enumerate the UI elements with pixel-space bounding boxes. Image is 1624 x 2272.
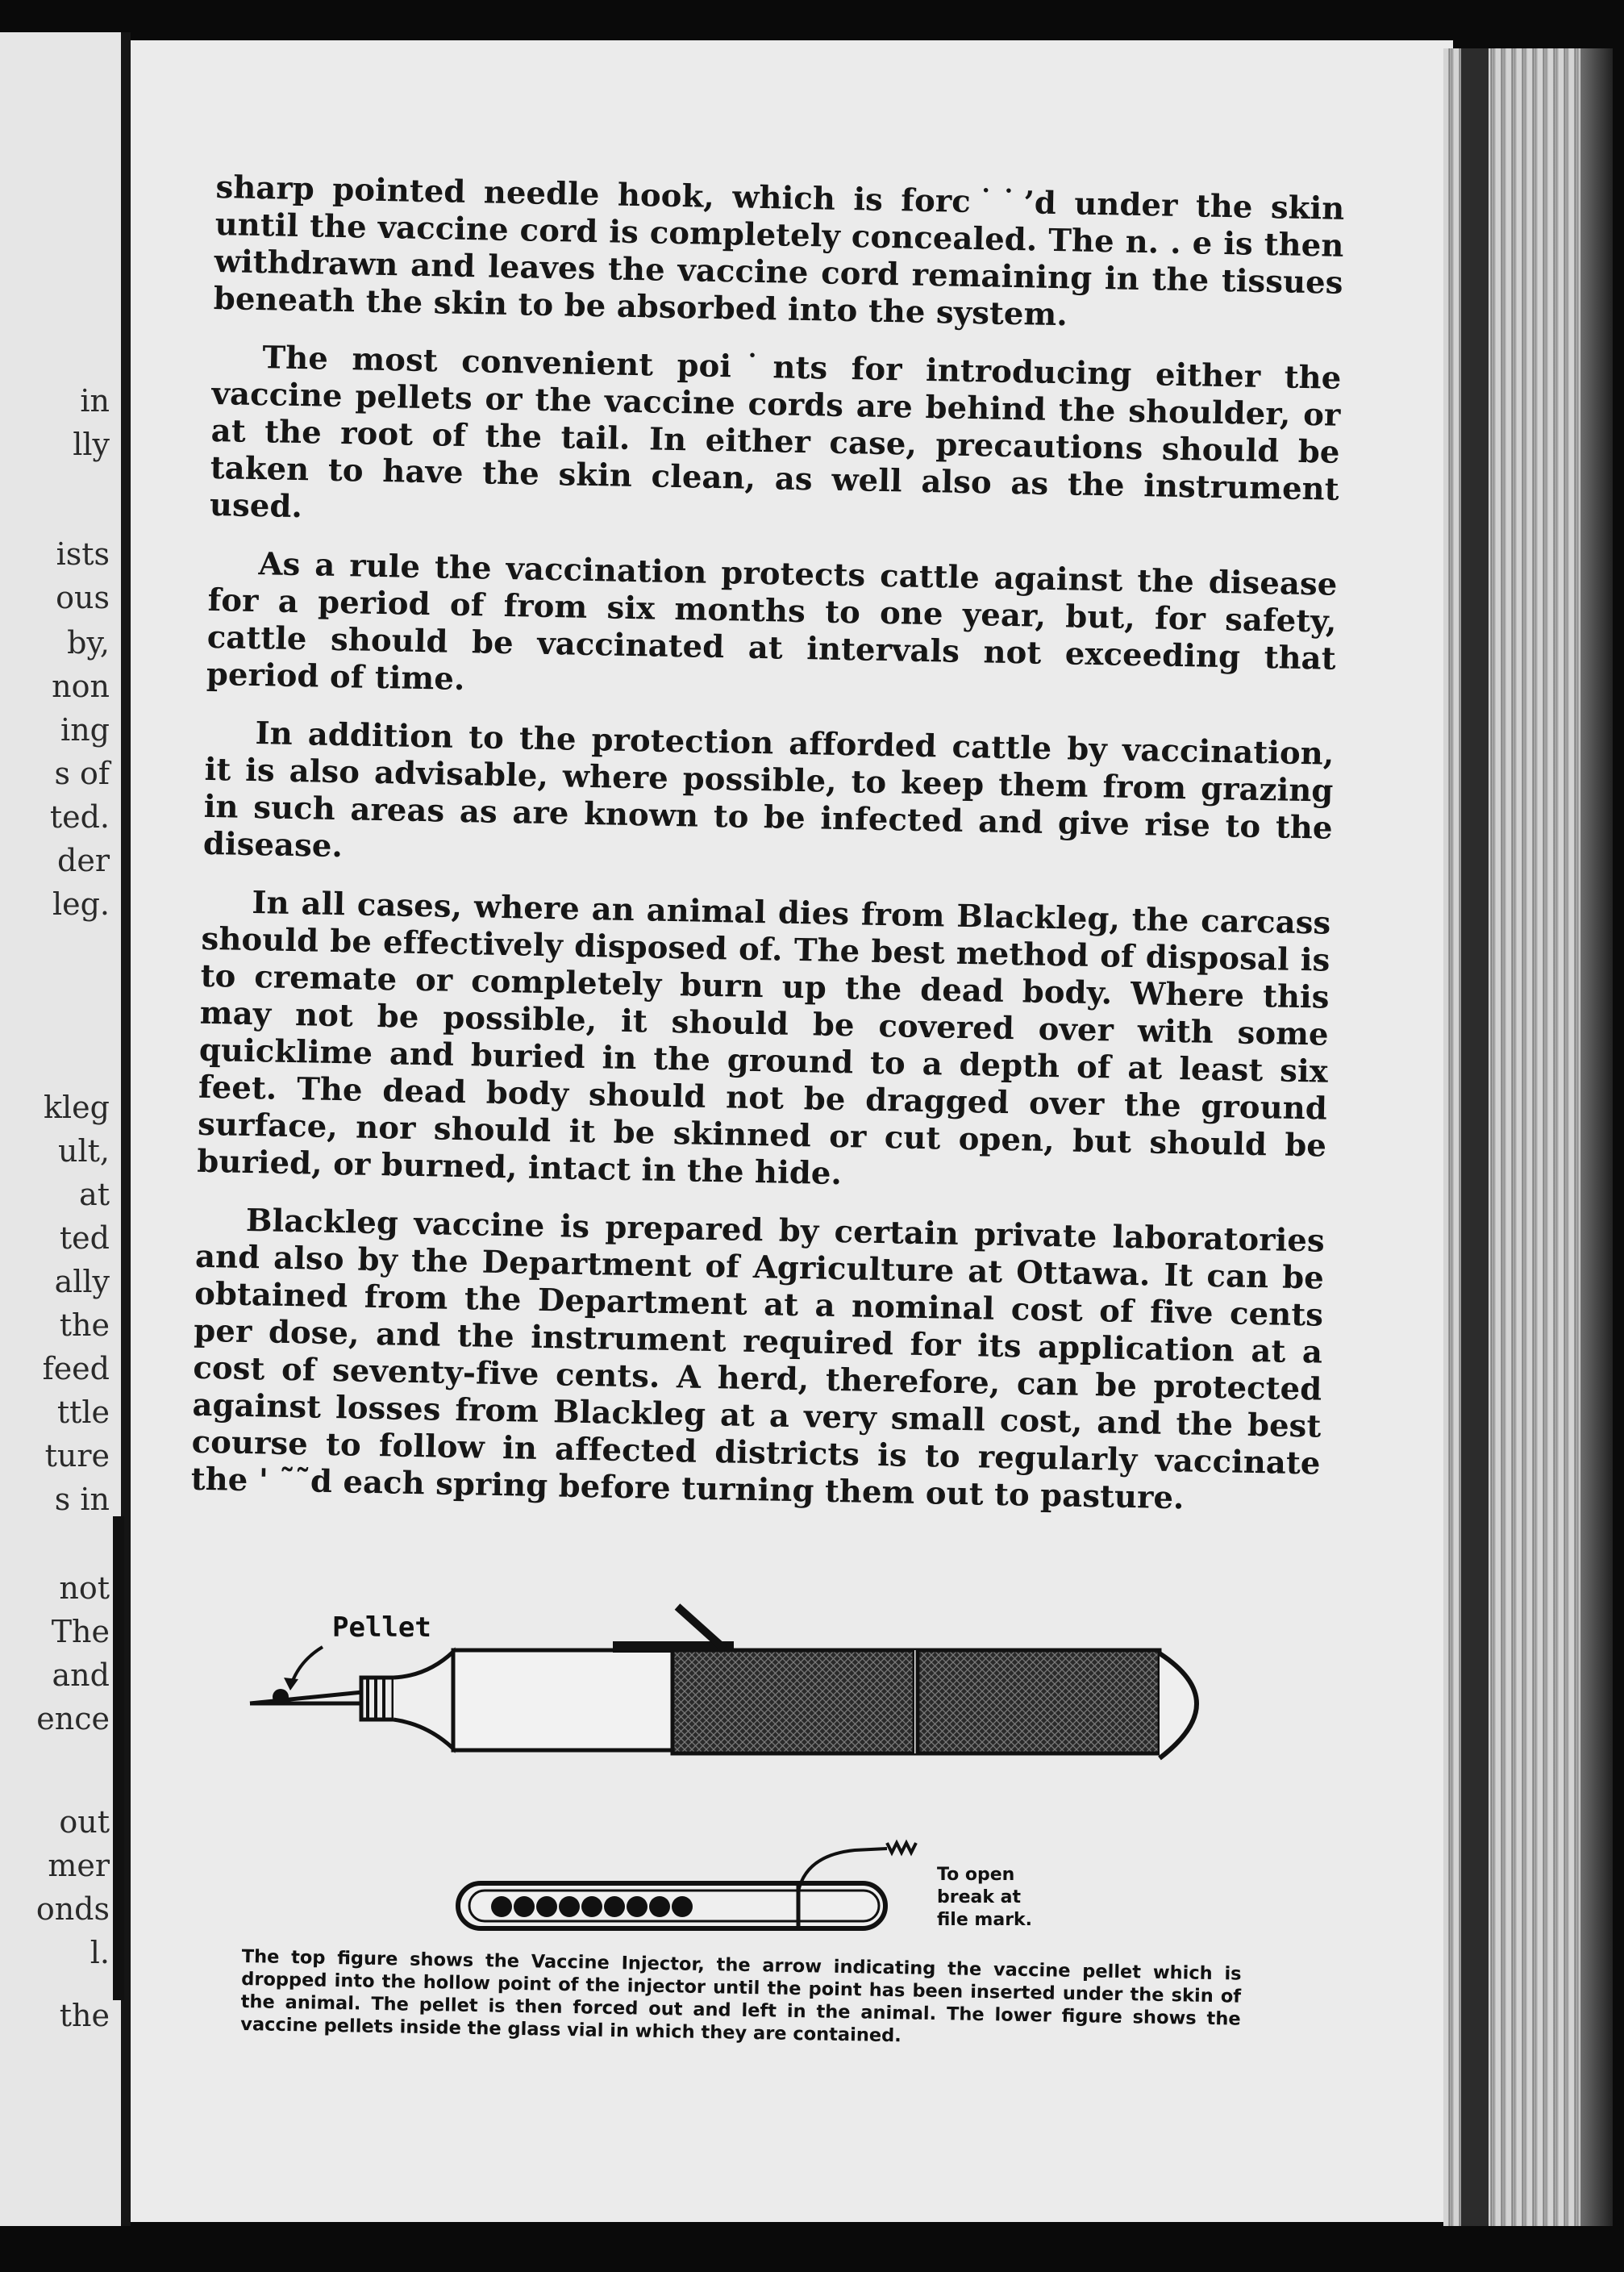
facing-page-fragment: onds xyxy=(35,1891,110,1927)
injector-illustration xyxy=(242,1597,1282,1960)
pellet-dot xyxy=(273,1689,289,1705)
facing-page-fragment: the xyxy=(59,1307,110,1343)
facing-page-fragment: at xyxy=(79,1177,110,1212)
facing-page-fragment: in xyxy=(80,383,110,419)
binding-gutter xyxy=(113,1516,124,2000)
facing-page-fragment: and xyxy=(52,1657,110,1693)
vaccine-injector-figure xyxy=(242,1597,1282,1960)
facing-page-fragment: s in xyxy=(54,1482,110,1517)
facing-page-fragment: ing xyxy=(60,712,110,748)
page-edge-shadow xyxy=(1461,48,1489,2226)
facing-page-fragment: l. xyxy=(90,1935,110,1970)
vial-label-line-1: To open xyxy=(937,1865,1015,1885)
facing-page-fragment: ists xyxy=(56,536,110,572)
facing-page-fragment: kleg xyxy=(44,1090,110,1125)
facing-page-fragment: ous xyxy=(56,580,110,615)
facing-page-fragment: ult, xyxy=(58,1133,110,1169)
facing-page-fragment: leg. xyxy=(52,886,110,922)
vial-pellets xyxy=(491,1896,693,1917)
facing-page-fragment: ally xyxy=(54,1264,110,1299)
needle xyxy=(250,1689,363,1705)
paragraph-4: In addition to the protection afforded cattle by vaccination, it is also advisable, where possible, to keep them from grazing in such areas as are known to be infected and give rise to the disease. xyxy=(202,715,1335,865)
facing-page-fragment: by, xyxy=(67,625,110,661)
threaded-collar xyxy=(361,1678,394,1720)
facing-page-fragment: s of xyxy=(54,756,110,791)
facing-page-fragment: ted. xyxy=(49,799,110,835)
facing-page-fragment: feed xyxy=(42,1351,110,1386)
vial-label-line-3: file mark. xyxy=(937,1910,1033,1930)
vial-label-line-2: break at xyxy=(937,1887,1022,1907)
facing-page-fragment: The xyxy=(51,1614,110,1649)
paragraph-2: The most convenient poi˙nts for introducing either the vaccine pellets or the vaccine cords are behind the shoulder, or at the root of the tail. In either case, precautions should be taken to have the skin clean, as well also as the instrument used. xyxy=(209,340,1342,526)
facing-page-fragment: ence xyxy=(36,1701,110,1736)
glass-vial xyxy=(458,1843,916,1928)
facing-page-fragment: lly xyxy=(73,427,110,462)
paragraph-3: As a rule the vaccination protects cattle against the disease for a period of from six months to one year, but, for safety, cattle should be vaccinated at intervals not exceeding that period of time. xyxy=(206,546,1338,698)
figure-caption: The top figure shows the Vaccine Injector, the arrow indicating the vaccine pellet which is dropped into the hollow point of the injector until the point has been inserted under the skin of the animal. The pellet is then forced out and left in the animal. The lower figure shows the vaccine pellets inside the glass vial in which they are contained. xyxy=(240,1945,1242,2047)
paragraph-1: sharp pointed needle hook, which is forc˙˙’d under the skin until the vaccine cord is completely concealed. The n․ ․ e is then withdrawn and leaves the vaccine cord remaining in the tissues beneath the skin to be absorbed into the system. xyxy=(213,169,1345,334)
paragraph-5: In all cases, where an animal dies from Blackleg, the carcass should be effectively disposed of. The best method of disposal is to cremate or completely burn up the dead body. Where this may not be possible, it should be covered over with some quicklime and buried in the ground to a depth of at least six feet. The dead body should not be dragged over the ground surface, nor should it be skinned or cut open, but should be buried, or burned, intact in the hide. xyxy=(196,885,1331,1193)
facing-page-fragment: ture xyxy=(44,1438,110,1474)
pellet-label: Pellet xyxy=(332,1611,431,1644)
facing-page-fragment: the xyxy=(59,1998,110,2033)
page-edge-shadow-outer xyxy=(1580,48,1613,2226)
facing-page-fragment: not xyxy=(59,1570,110,1606)
paragraph-6: Blackleg vaccine is prepared by certain private laboratories and also by the Department of Agriculture at Ottawa. It can be obtained from the Department at a nominal cost of five cents per dose, and the instrument required for its application at a cost of seventy-five cents. A herd, therefore, can be protected against losses from Blackleg at a very small cost, and the best course to follow in affected districts is to regularly vaccinate the ' ˜˜d each spring before turning them out to pasture. xyxy=(190,1202,1326,1517)
facing-page-fragment: non xyxy=(52,669,110,704)
facing-page-fragment: out xyxy=(59,1804,110,1840)
body-text xyxy=(190,169,1345,1541)
facing-page-fragment: ttle xyxy=(56,1394,110,1430)
facing-page-fragment: der xyxy=(57,843,110,878)
facing-page-fragment: ted xyxy=(59,1220,110,1256)
facing-page-fragment: mer xyxy=(48,1848,110,1883)
